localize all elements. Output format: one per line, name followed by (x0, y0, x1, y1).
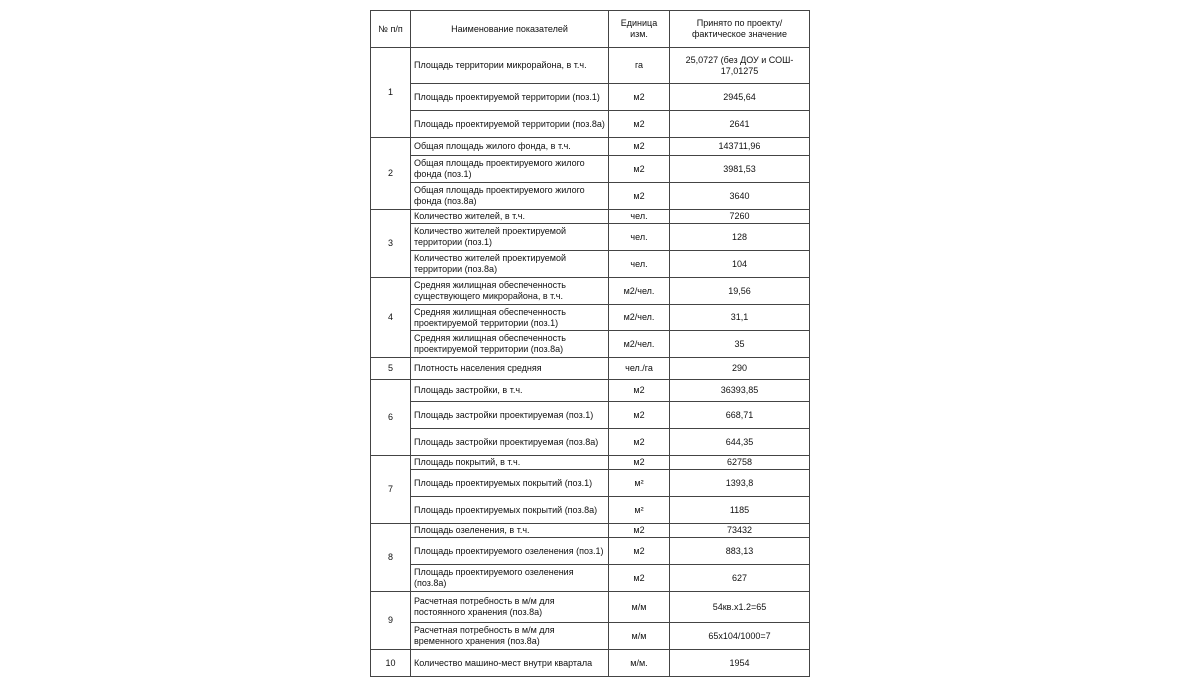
document-page (343, 0, 826, 676)
row-name: Общая площадь жилого фонда, в т.ч. (411, 138, 609, 156)
row-unit: м2 (609, 84, 670, 111)
table-row (371, 623, 810, 650)
table-row (371, 402, 810, 429)
row-name: Площадь проектируемой территории (поз.1) (411, 84, 609, 111)
row-value: 1954 (670, 650, 810, 677)
row-value: 290 (670, 358, 810, 380)
row-name: Площадь проектируемого озеленения (поз.1) (411, 538, 609, 565)
row-value: 143711,96 (670, 138, 810, 156)
row-unit: м² (609, 497, 670, 524)
table-row (371, 111, 810, 138)
table-header-row (371, 11, 810, 48)
row-unit: чел. (609, 210, 670, 224)
row-name: Площадь озеленения, в т.ч. (411, 524, 609, 538)
row-unit: м2 (609, 156, 670, 183)
row-name: Площадь территории микрорайона, в т.ч. (411, 48, 609, 84)
table-row (371, 429, 810, 456)
row-name: Средняя жилищная обеспеченность проектируемой территории (поз.8а) (411, 331, 609, 358)
header-indicator-name: Наименование показателей (411, 11, 609, 48)
table-row (371, 650, 810, 677)
row-unit: м2 (609, 538, 670, 565)
row-unit: м2/чел. (609, 305, 670, 331)
row-value: 73432 (670, 524, 810, 538)
row-number: 5 (371, 358, 411, 380)
row-name: Количество жителей проектируемой территории (поз.1) (411, 224, 609, 251)
table-row (371, 156, 810, 183)
row-name: Расчетная потребность в м/м для постоянного хранения (поз.8а) (411, 592, 609, 623)
row-unit: м2/чел. (609, 331, 670, 358)
row-name: Количество машино-мест внутри квартала (411, 650, 609, 677)
row-value: 35 (670, 331, 810, 358)
row-number: 8 (371, 524, 411, 592)
row-name: Расчетная потребность в м/м для временного хранения (поз.8а) (411, 623, 609, 650)
table-row (371, 524, 810, 538)
row-unit: м/м. (609, 650, 670, 677)
table-row (371, 538, 810, 565)
table-row (371, 456, 810, 470)
row-unit: м2 (609, 524, 670, 538)
row-unit: м2 (609, 183, 670, 210)
row-unit: м2 (609, 456, 670, 470)
row-unit: га (609, 48, 670, 84)
row-name: Площадь проектируемой территории (поз.8а) (411, 111, 609, 138)
table-row (371, 251, 810, 278)
row-unit: м/м (609, 623, 670, 650)
row-unit: м2 (609, 380, 670, 402)
table-row (371, 470, 810, 497)
row-value: 128 (670, 224, 810, 251)
row-name: Площадь застройки проектируемая (поз.8а) (411, 429, 609, 456)
table-row (371, 210, 810, 224)
row-value: 627 (670, 565, 810, 592)
row-unit: м2 (609, 429, 670, 456)
row-number: 4 (371, 278, 411, 358)
row-name: Площадь проектируемого озеленения (поз.8а) (411, 565, 609, 592)
row-value: 2641 (670, 111, 810, 138)
header-number: № п/п (371, 11, 411, 48)
row-unit: м2 (609, 138, 670, 156)
table-row (371, 592, 810, 623)
row-number: 2 (371, 138, 411, 210)
row-value: 104 (670, 251, 810, 278)
row-number: 9 (371, 592, 411, 650)
row-unit: м2 (609, 111, 670, 138)
row-value: 19,56 (670, 278, 810, 305)
row-value: 62758 (670, 456, 810, 470)
row-value: 883,13 (670, 538, 810, 565)
table-row (371, 183, 810, 210)
table-row (371, 138, 810, 156)
table-row (371, 380, 810, 402)
row-name: Площадь проектируемых покрытий (поз.1) (411, 470, 609, 497)
indicators-table (370, 10, 810, 677)
row-number: 10 (371, 650, 411, 677)
table-row (371, 278, 810, 305)
table-row (371, 224, 810, 251)
table-row (371, 497, 810, 524)
row-unit: м2/чел. (609, 278, 670, 305)
table-row (371, 48, 810, 84)
row-value: 31,1 (670, 305, 810, 331)
row-value: 36393,85 (670, 380, 810, 402)
row-name: Площадь покрытий, в т.ч. (411, 456, 609, 470)
row-value: 2945,64 (670, 84, 810, 111)
table-row (371, 84, 810, 111)
row-value: 3981,53 (670, 156, 810, 183)
row-value: 1185 (670, 497, 810, 524)
table-row (371, 565, 810, 592)
row-name: Общая площадь проектируемого жилого фонда (поз.1) (411, 156, 609, 183)
row-value: 54кв.х1.2=65 (670, 592, 810, 623)
row-name: Площадь застройки, в т.ч. (411, 380, 609, 402)
row-value: 644,35 (670, 429, 810, 456)
row-name: Площадь застройки проектируемая (поз.1) (411, 402, 609, 429)
row-unit: м2 (609, 402, 670, 429)
row-name: Плотность населения средняя (411, 358, 609, 380)
row-name: Средняя жилищная обеспеченность проектируемой территории (поз.1) (411, 305, 609, 331)
table-row (371, 305, 810, 331)
row-number: 3 (371, 210, 411, 278)
row-value: 668,71 (670, 402, 810, 429)
table-row (371, 331, 810, 358)
row-unit: м2 (609, 565, 670, 592)
row-value: 3640 (670, 183, 810, 210)
header-value: Принято по проекту/ фактическое значение (670, 11, 810, 48)
row-number: 6 (371, 380, 411, 456)
header-unit: Единица изм. (609, 11, 670, 48)
row-value: 1393,8 (670, 470, 810, 497)
row-value: 7260 (670, 210, 810, 224)
row-unit: чел. (609, 224, 670, 251)
row-value: 65х104/1000=7 (670, 623, 810, 650)
row-name: Площадь проектируемых покрытий (поз.8а) (411, 497, 609, 524)
row-unit: м² (609, 470, 670, 497)
row-number: 1 (371, 48, 411, 138)
row-number: 7 (371, 456, 411, 524)
row-unit: м/м (609, 592, 670, 623)
row-name: Общая площадь проектируемого жилого фонда (поз.8а) (411, 183, 609, 210)
row-name: Средняя жилищная обеспеченность существующего микрорайона, в т.ч. (411, 278, 609, 305)
row-value: 25,0727 (без ДОУ и СОШ- 17,01275 (670, 48, 810, 84)
row-name: Количество жителей проектируемой территории (поз.8а) (411, 251, 609, 278)
row-name: Количество жителей, в т.ч. (411, 210, 609, 224)
row-unit: чел. (609, 251, 670, 278)
row-unit: чел./га (609, 358, 670, 380)
table-row (371, 358, 810, 380)
